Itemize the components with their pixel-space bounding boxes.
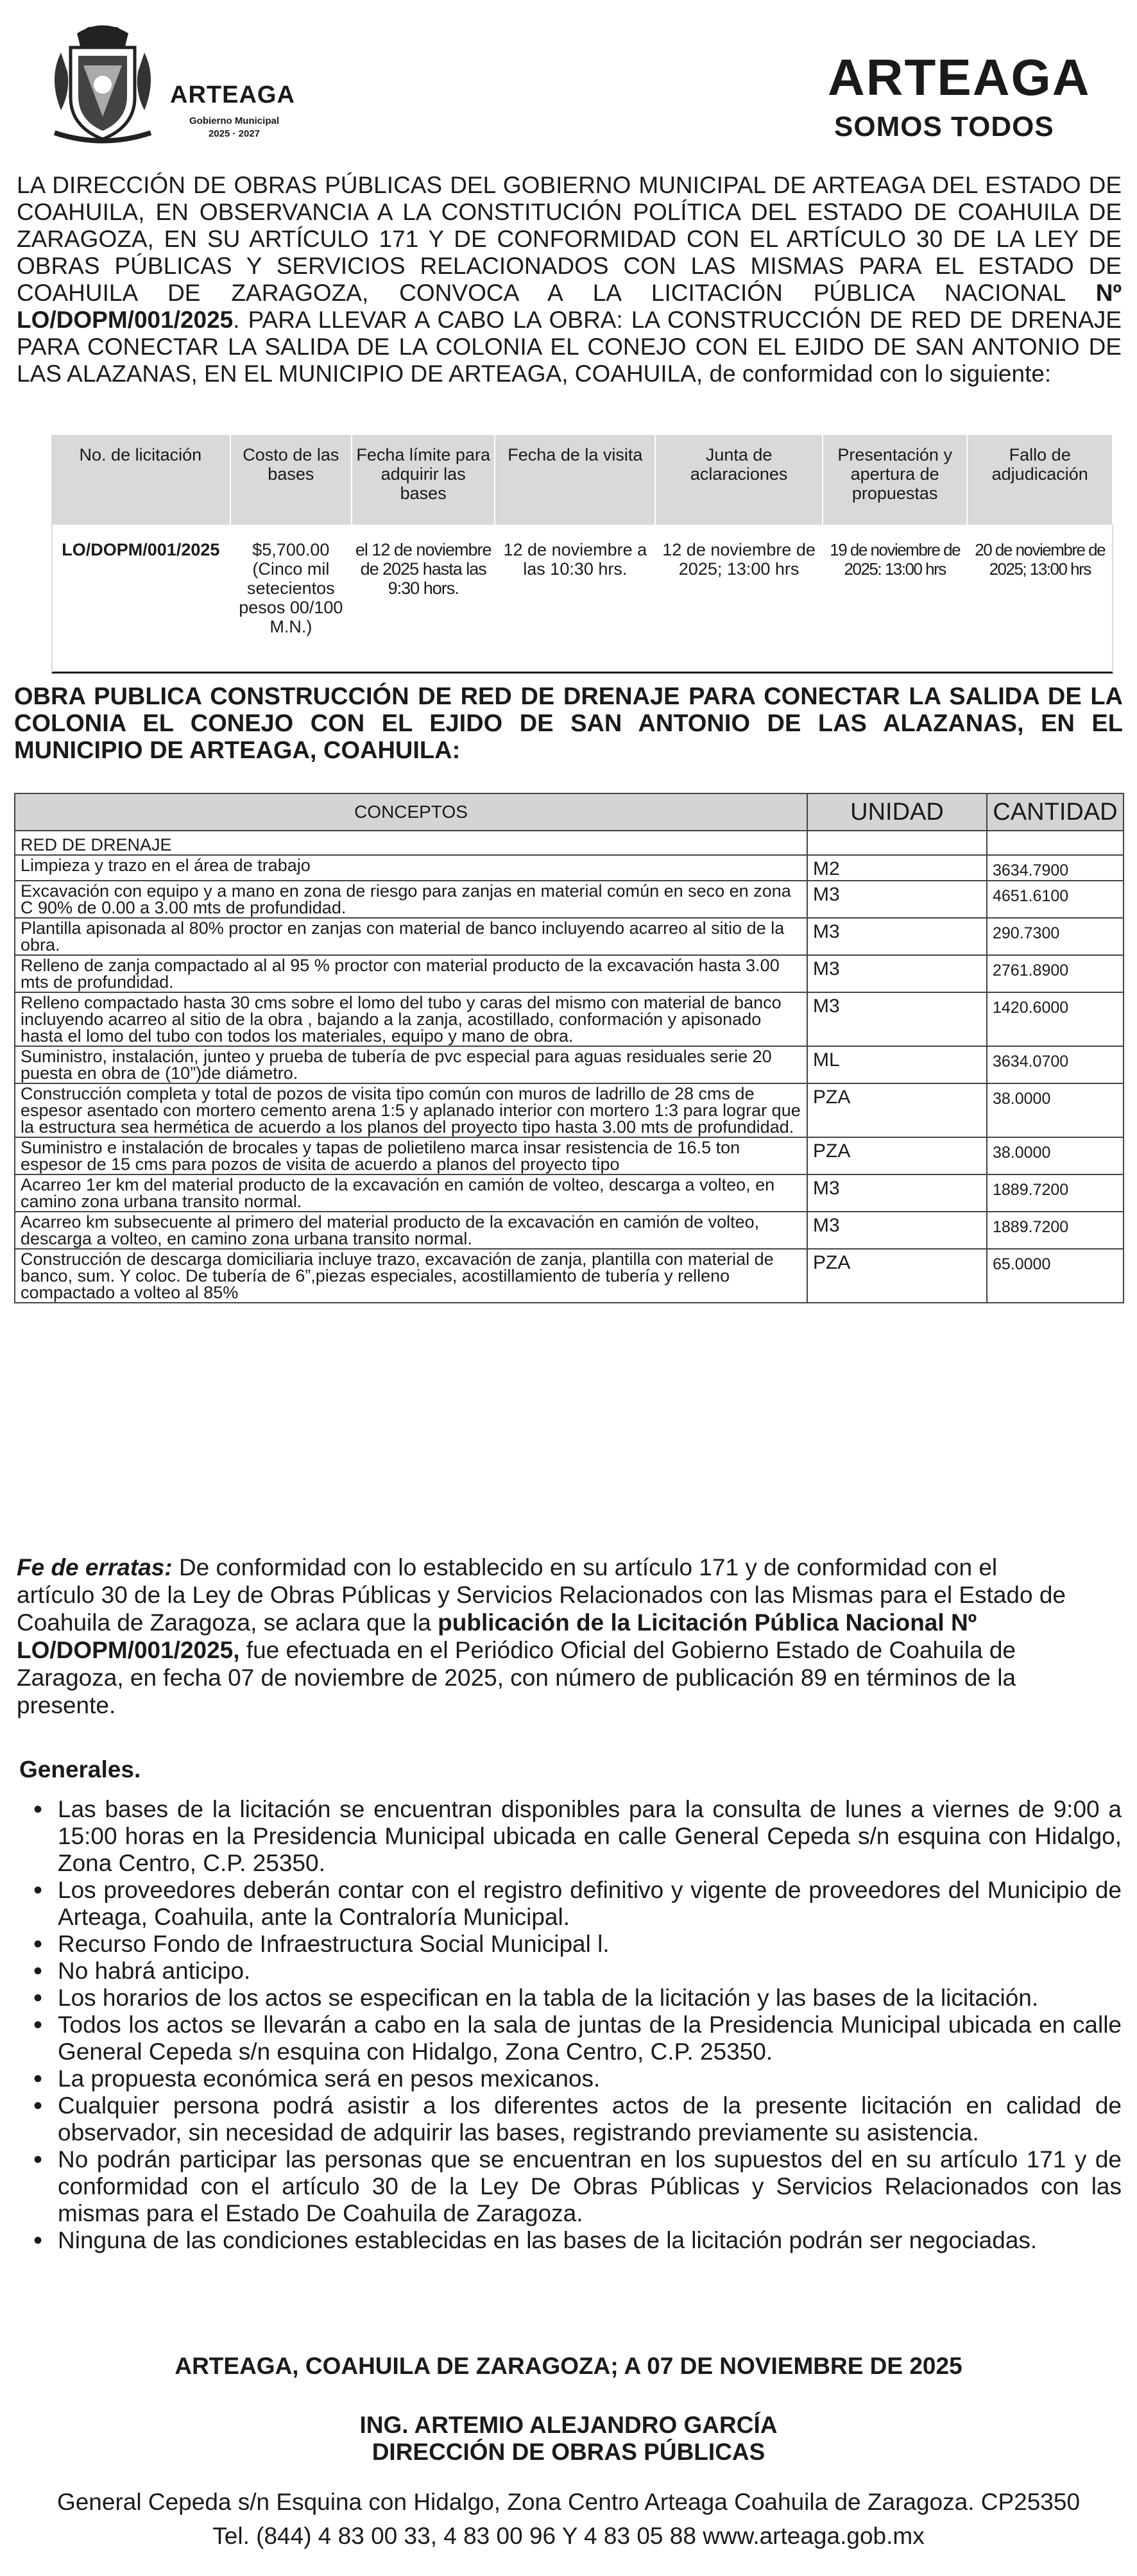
lic-cell: $5,700.00 (Cinco mil setecientos pesos 00/100 M.N.)	[239, 540, 343, 636]
unidad-cell: M3	[807, 918, 987, 955]
unidad-cell: M3	[807, 955, 987, 992]
generales-item: • No habrá anticipo.	[31, 1958, 1122, 1985]
coat-of-arms-icon	[45, 21, 160, 149]
concepto-cell: Relleno compactado hasta 30 cms sobre el lomo del tubo y caras del mismo con material de banco incluyendo acarreo al sitio de la obra , bajando a la zanja, acostillado, conformación y apisonado hasta el lomo del tubo con todos los materiales, equipo y mano de obra.	[15, 992, 807, 1046]
generales-item: • Las bases de la licitación se encuentran disponibles para la consulta de lunes a viernes de 9:00 a 15:00 horas en la Presidencia Municipal ubicada en calle General Cepeda s/n esquina con Hidalgo, Zona Centro, C.P. 25350.	[31, 1796, 1122, 1877]
licitacion-table	[51, 435, 1113, 645]
contact-info: Tel. (844) 4 83 00 33, 4 83 00 96 Y 4 83 05 88 www.arteaga.gob.mx	[212, 2523, 925, 2549]
concepto-row	[15, 1137, 1124, 1174]
licitacion-row	[51, 525, 1113, 645]
concepto-row	[15, 992, 1124, 1046]
concepto-cell: Limpieza y trazo en el área de trabajo	[15, 855, 807, 881]
concepto-cell: Relleno de zanja compactado al al 95 % proctor con material producto de la excavación hasta 3.00 mts de profundidad.	[15, 955, 807, 992]
signer-name: ING. ARTEMIO ALEJANDRO GARCÍA	[359, 2412, 778, 2438]
lic-cell: LO/DOPM/001/2025	[62, 540, 220, 559]
unidad-cell: PZA	[807, 1137, 987, 1174]
generales-item: • Todos los actos se llevarán a cabo en la sala de juntas de la Presidencia Municipal ubicada en calle General Cepeda s/n esquina con Hidalgo, Zona Centro, C.P. 25350.	[31, 2012, 1122, 2065]
cantidad-cell: 1889.7200	[987, 1212, 1124, 1249]
convocatoria-intro	[17, 172, 1122, 387]
concepto-row	[15, 881, 1124, 918]
concepto-row	[15, 855, 1124, 881]
unidad-cell: PZA	[807, 1083, 987, 1137]
concepto-cell: Construcción completa y total de pozos de visita tipo común con muros de ladrillo de 28 cms de espesor asentado con mortero cemento arena 1:5 y aplanado interior con mortero 1:3 para lograr que la estructura sea hermética de acuerdo a los planos del proyecto tipo hasta 3.00 mts de profundidad.	[15, 1083, 807, 1137]
lic-header-cell: Costo de las bases	[230, 435, 352, 525]
concepto-cell: Suministro, instalación, junteo y prueba de tubería de pvc especial para aguas residuales serie 20 puesta en obra de (10”)de diámetro.	[15, 1046, 807, 1083]
lic-cell: 12 de noviembre a las 10:30 hrs.	[503, 540, 647, 579]
licitacion-number: Nº LO/DOPM/001/2025	[17, 280, 1122, 333]
generales-item: • Recurso Fondo de Infraestructura Social Municipal l.	[31, 1931, 1122, 1958]
generales-item: • Ninguna de las condiciones establecidas en las bases de la licitación podrán ser negociadas.	[31, 2227, 1122, 2254]
cantidad-header: CANTIDAD	[987, 793, 1124, 831]
cantidad-cell: 290.7300	[987, 918, 1124, 955]
concepto-cell: Suministro e instalación de brocales y tapas de polietileno marca insar resistencia de 16.5 ton espesor de 15 cms para pozos de visita de acuerdo a planos del proyecto tipo	[15, 1137, 807, 1174]
unidad-cell: M3	[807, 881, 987, 918]
cantidad-cell: 38.0000	[987, 1137, 1124, 1174]
unidad-cell: M3	[807, 992, 987, 1046]
cantidad-cell: 65.0000	[987, 1249, 1124, 1303]
left-logo-subtitle: Gobierno Municipal	[189, 115, 279, 126]
cantidad-cell: 38.0000	[987, 1083, 1124, 1137]
unidad-cell: M3	[807, 1212, 987, 1249]
concepto-cell: Construcción de descarga domiciliaria incluye trazo, excavación de zanja, plantilla con material de banco, sum. Y coloc. De tubería de 6”,piezas especiales, acostillamiento de tubería y relleno compactado a volteo al 85%	[15, 1249, 807, 1303]
generales-item: • Cualquier persona podrá asistir a los diferentes actos de la presente licitación en calidad de observador, sin necesidad de adquirir las bases, registrando previamente su asistencia.	[31, 2092, 1122, 2146]
empty-cell	[807, 831, 987, 855]
lic-header-cell: Fallo de adjudicación	[967, 435, 1113, 525]
arteaga-somos-todos-logo	[802, 35, 1097, 157]
lic-header-cell: Fecha de la visita	[495, 435, 655, 525]
municipal-logo	[45, 21, 314, 149]
cantidad-cell: 3634.7900	[987, 855, 1124, 881]
concepto-row	[15, 1046, 1124, 1083]
erratas-text-b: fue efectuada en el Periódico Oficial del Gobierno Estado de Coahuila de Zaragoza, en fecha 07 de noviembre de 2025, con número de publicación 89 en términos de la presente.	[17, 1637, 1016, 1718]
cantidad-cell: 1889.7200	[987, 1174, 1124, 1212]
generales-item: • Los horarios de los actos se especifican en la tabla de la licitación y las bases de la licitación.	[31, 1985, 1122, 2012]
unidad-cell: ML	[807, 1046, 987, 1083]
lic-cell: 20 de noviembre de 2025; 13:00 hrs	[975, 540, 1106, 579]
licitacion-header-row	[51, 435, 1113, 525]
concepto-row	[15, 918, 1124, 955]
left-logo-name: ARTEAGA	[170, 81, 295, 108]
intro-text-b: . PARA LLEVAR A CABO LA OBRA: LA CONSTRUCCIÓN DE RED DE DRENAJE PARA CONECTAR LA SALIDA DE LA COLONIA EL CONEJO CON EL EJIDO DE SAN ANTONIO DE LAS ALAZANAS, EN EL MUNICIPIO DE ARTEAGA, COAHUILA, de conformidad con lo siguiente:	[17, 307, 1122, 387]
erratas-bold: publicación de la Licitación Pública Nacional Nº LO/DOPM/001/2025,	[17, 1609, 977, 1663]
header	[0, 0, 1137, 167]
conceptos-header: CONCEPTOS	[15, 793, 807, 831]
erratas-label: Fe de erratas:	[17, 1554, 173, 1580]
place-date: ARTEAGA, COAHUILA DE ZARAGOZA; A 07 DE NOVIEMBRE DE 2025	[175, 2353, 962, 2379]
generales-item: • No podrán participar las personas que se encuentran en los supuestos del en su artículo 171 y de conformidad con el artículo 30 de la Ley De Obras Públicas y Servicios Relacionados con las mismas para el Estado De Coahuila de Zaragoza.	[31, 2146, 1122, 2227]
concepto-cell: Acarreo km subsecuente al primero del material producto de la excavación en camión de volteo, descarga a volteo, en camino zona urbana transito normal.	[15, 1212, 807, 1249]
lic-header-cell: Junta de aclaraciones	[655, 435, 823, 525]
generales-item: • Los proveedores deberán contar con el registro definitivo y vigente de proveedores del Municipio de Arteaga, Coahuila, ante la Contraloría Municipal.	[31, 1877, 1122, 1931]
unidad-cell: M3	[807, 1174, 987, 1212]
intro-text-a: LA DIRECCIÓN DE OBRAS PÚBLICAS DEL GOBIERNO MUNICIPAL DE ARTEAGA DEL ESTADO DE COAHUILA, EN OBSERVANCIA A LA CONSTITUCIÓN POLÍTICA DEL ESTADO DE COAHUILA DE ZARAGOZA, EN SU ARTÍCULO 171 Y DE CONFORMIDAD CON EL ARTÍCULO 30 DE LA LEY DE OBRAS PÚBLICAS Y SERVICIOS RELACIONADOS CON LAS MISMAS PARA EL ESTADO DE COAHUILA DE ZARAGOZA, CONVOCA A LA LICITACIÓN PÚBLICA NACIONAL	[17, 172, 1122, 306]
concepto-cell: Acarreo 1er km del material producto de la excavación en camión de volteo, descarga a volteo, en camino zona urbana transito normal.	[15, 1174, 807, 1212]
lic-header-cell: No. de licitación	[51, 435, 230, 525]
cantidad-cell: 2761.8900	[987, 955, 1124, 992]
section-row	[15, 831, 1124, 855]
lic-header-cell: Presentación y apertura de propuestas	[823, 435, 967, 525]
concepto-row	[15, 955, 1124, 992]
fe-de-erratas	[17, 1554, 1069, 1719]
lic-cell: 19 de noviembre de 2025: 13:00 hrs	[830, 540, 961, 579]
address: General Cepeda s/n Esquina con Hidalgo, Zona Centro Arteaga Coahuila de Zaragoza. CP25350	[56, 2489, 1081, 2515]
generales-list	[31, 1796, 1122, 2254]
cantidad-cell: 1420.6000	[987, 992, 1124, 1046]
unidad-cell: M2	[807, 855, 987, 881]
right-logo-subtitle: SOMOS TODOS	[834, 111, 1054, 142]
unidad-cell: PZA	[807, 1249, 987, 1303]
cantidad-cell: 3634.0700	[987, 1046, 1124, 1083]
concepto-row	[15, 1212, 1124, 1249]
unidad-header: UNIDAD	[807, 793, 987, 831]
erratas-text-a: De conformidad con lo establecido en su artículo 171 y de conformidad con el artículo 30 de la Ley de Obras Públicas y Servicios Relacionados con las Mismas para el Estado de Coahuila de Zaragoza, se aclara que la	[17, 1554, 1066, 1636]
concepto-cell: Excavación con equipo y a mano en zona de riesgo para zanjas en material común en seco en zona C 90% de 0.00 a 3.00 mts de profundidad.	[15, 881, 807, 918]
generales-heading: Generales.	[19, 1756, 141, 1783]
section-label: RED DE DRENAJE	[15, 831, 807, 855]
lic-cell: 12 de noviembre de 2025; 13:00 hrs	[662, 540, 816, 579]
conceptos-table	[14, 793, 1124, 1303]
right-logo-name: ARTEAGA	[828, 49, 1091, 106]
concepto-cell: Plantilla apisonada al 80% proctor en zanjas con material de banco incluyendo acarreo al sitio de la obra.	[15, 918, 807, 955]
signer-department: DIRECCIÓN DE OBRAS PÚBLICAS	[372, 2439, 765, 2465]
concepto-row	[15, 1174, 1124, 1212]
obra-title: OBRA PUBLICA CONSTRUCCIÓN DE RED DE DRENAJE PARA CONECTAR LA SALIDA DE LA COLONIA EL CONEJO CON EL EJIDO DE SAN ANTONIO DE LAS ALAZANAS, EN EL MUNICIPIO DE ARTEAGA, COAHUILA:	[14, 683, 1123, 764]
lic-header-cell: Fecha límite para adquirir las bases	[352, 435, 495, 525]
cantidad-cell: 4651.6100	[987, 881, 1124, 918]
conceptos-header-row	[15, 793, 1124, 831]
left-logo-years: 2025 · 2027	[208, 128, 261, 139]
lic-cell: el 12 de noviembre de 2025 hasta las 9:30 hors.	[355, 540, 492, 598]
empty-cell	[987, 831, 1124, 855]
concepto-row	[15, 1083, 1124, 1137]
generales-item: • La propuesta económica será en pesos mexicanos.	[31, 2065, 1122, 2092]
concepto-row	[15, 1249, 1124, 1303]
